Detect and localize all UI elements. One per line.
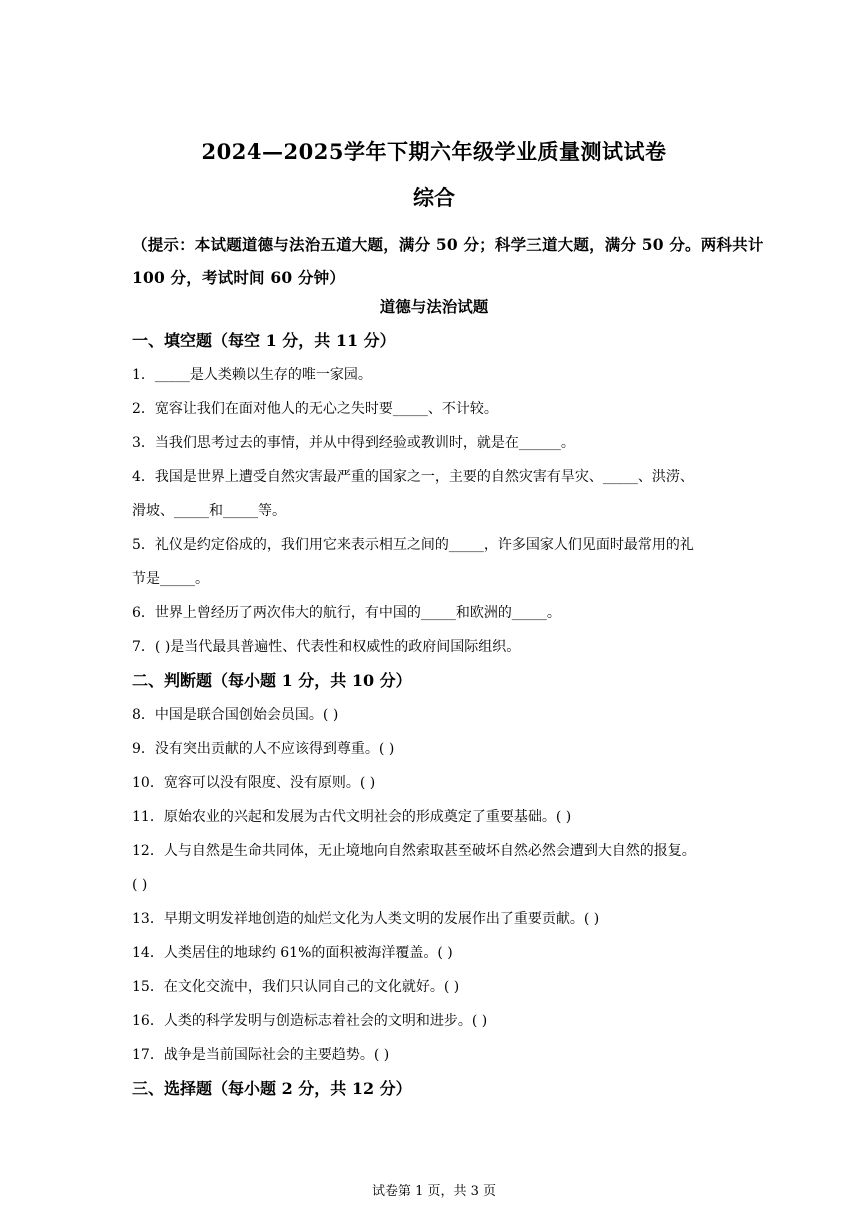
question-16: 16．人类的科学发明与创造标志着社会的文明和进步。( ) xyxy=(132,1013,488,1029)
question-7: 7．( )是当代最具普遍性、代表性和权威性的政府间国际组织。 xyxy=(132,639,521,655)
question-4-line-1: 4．我国是世界上遭受自然灾害最严重的国家之一，主要的自然灾害有旱灾、_____、洪涝、 xyxy=(132,469,694,485)
section-true-false: 二、判断题（每小题 1 分，共 10 分） xyxy=(132,671,412,690)
question-14: 14．人类居住的地球约 61%的面积被海洋覆盖。( ) xyxy=(132,945,453,961)
subject-title: 道德与法治试题 xyxy=(379,297,489,316)
question-8: 8．中国是联合国创始会员国。( ) xyxy=(132,707,339,723)
question-12-line-2: ( ) xyxy=(132,877,148,893)
section-fill-blank: 一、填空题（每空 1 分，共 11 分） xyxy=(132,331,396,350)
question-15: 15．在文化交流中，我们只认同自己的文化就好。( ) xyxy=(132,979,460,995)
question-12-line-1: 12．人与自然是生命共同体，无止境地向自然索取甚至破坏自然必然会遭到大自然的报复。 xyxy=(132,843,696,859)
exam-title: 2024—2025学年下期六年级学业质量测试试卷 xyxy=(201,139,667,164)
question-6: 6．世界上曾经历了两次伟大的航行，有中国的_____和欧洲的_____。 xyxy=(132,605,561,621)
question-2: 2．宽容让我们在面对他人的无心之失时要_____、不计较。 xyxy=(132,401,498,417)
question-1: 1．_____是人类赖以生存的唯一家园。 xyxy=(132,367,372,383)
section-multiple-choice: 三、选择题（每小题 2 分，共 12 分） xyxy=(132,1079,412,1098)
question-list xyxy=(132,324,752,1106)
question-5-line-2: 节是_____。 xyxy=(132,571,209,587)
question-13: 13．早期文明发祥地创造的灿烂文化为人类文明的发展作出了重要贡献。( ) xyxy=(132,911,600,927)
question-3: 3．当我们思考过去的事情，并从中得到经验或教训时，就是在______。 xyxy=(132,435,575,451)
question-9: 9．没有突出贡献的人不应该得到尊重。( ) xyxy=(132,741,395,757)
question-5-line-1: 5．礼仪是约定俗成的，我们用它来表示相互之间的_____，许多国家人们见面时最常用的礼 xyxy=(132,537,694,553)
exam-hint: （提示：本试题道德与法治五道大题，满分 50 分；科学三道大题，满分 50 分。两科共计 100 分，考试时间 60 分钟） xyxy=(132,235,764,287)
question-4-line-2: 滑坡、_____和_____等。 xyxy=(132,503,286,519)
question-17: 17．战争是当前国际社会的主要趋势。( ) xyxy=(132,1047,390,1063)
exam-subtitle: 综合 xyxy=(413,185,455,210)
question-10: 10．宽容可以没有限度、没有原则。( ) xyxy=(132,775,376,791)
question-11: 11．原始农业的兴起和发展为古代文明社会的形成奠定了重要基础。( ) xyxy=(132,809,572,825)
page-footer: 试卷第 1 页，共 3 页 xyxy=(371,1184,497,1199)
